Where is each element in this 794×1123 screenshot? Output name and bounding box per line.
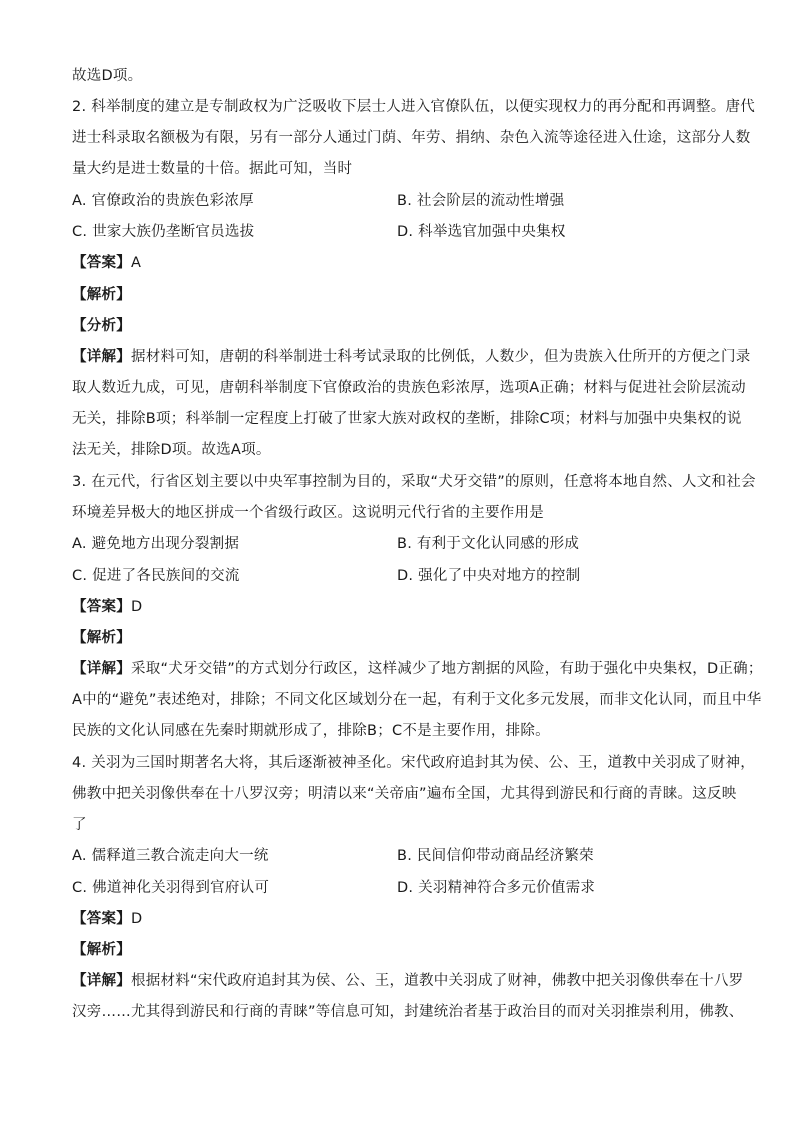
q2-detail: 法无关，排除D项。故选A项。 xyxy=(72,442,271,458)
q2-option-c: C. 世家大族仍垄断官员选拔 xyxy=(72,224,255,240)
answer-label: 【答案】 xyxy=(72,911,131,927)
q2-option-d: D. 科举选官加强中央集权 xyxy=(397,224,566,240)
question-4-stem: 了 xyxy=(72,817,87,833)
question-4-stem: 4. 关羽为三国时期著名大将，其后逐渐被神圣化。宋代政府追封其为侯、公、王，道教中关羽成了财神， xyxy=(72,755,755,771)
answer-value: A xyxy=(131,255,142,271)
q4-analysis-label: 【解析】 xyxy=(72,942,131,958)
detail-label: 【详解】 xyxy=(72,973,131,989)
detail-text: 采取“犬牙交错”的方式划分行政区，这样减少了地方割据的风险，有助于强化中央集权，D正确； xyxy=(131,661,763,677)
question-2-stem: 2. 科举制度的建立是专制政权为广泛吸收下层士人进入官僚队伍，以便实现权力的再分配和再调整。唐代 xyxy=(72,99,755,115)
detail-text: 根据材料“宋代政府追封其为侯、公、王，道教中关羽成了财神，佛教中把关羽像供奉在十八罗 xyxy=(131,973,744,989)
answer-value: D xyxy=(131,911,143,927)
q4-answer xyxy=(72,909,142,929)
q2-option-a: A. 官僚政治的贵族色彩浓厚 xyxy=(72,193,254,209)
question-3-stem: 环境差异极大的地区拼成一个省级行政区。这说明元代行省的主要作用是 xyxy=(72,505,544,521)
answer-value: D xyxy=(131,599,143,615)
q3-detail: 民族的文化认同感在先秦时期就形成了，排除B；C不是主要作用，排除。 xyxy=(72,723,550,739)
q3-analysis-label: 【解析】 xyxy=(72,630,131,646)
question-4-stem: 佛教中把关羽像供奉在十八罗汉旁；明清以来“关帝庙”遍布全国，尤其得到游民和行商的青睐。这反映 xyxy=(72,786,737,802)
q4-detail: 汉旁……尤其得到游民和行商的青睐”等信息可知，封建统治者基于政治目的而对关羽推崇利用，佛教、 xyxy=(72,1004,744,1020)
q4-option-a: A. 儒释道三教合流走向大一统 xyxy=(72,848,269,864)
q2-fenxi-label: 【分析】 xyxy=(72,318,131,334)
q3-answer xyxy=(72,597,142,617)
detail-label: 【详解】 xyxy=(72,349,131,365)
q4-option-b: B. 民间信仰带动商品经济繁荣 xyxy=(397,848,594,864)
q2-option-b: B. 社会阶层的流动性增强 xyxy=(397,193,565,209)
answer-label: 【答案】 xyxy=(72,255,131,271)
q3-option-b: B. 有利于文化认同感的形成 xyxy=(397,536,580,552)
q2-answer xyxy=(72,253,141,273)
question-2-stem: 量大约是进士数量的十倍。据此可知，当时 xyxy=(72,161,353,177)
q4-detail xyxy=(72,971,744,991)
q3-detail xyxy=(72,659,763,679)
q2-detail: 取人数近九成，可见，唐朝科举制度下官僚政治的贵族色彩浓厚，选项A正确；材料与促进社会阶层流动 xyxy=(72,380,746,396)
q4-option-c: C. 佛道神化关羽得到官府认可 xyxy=(72,880,270,896)
text-line: 故选D项。 xyxy=(72,68,143,84)
q4-option-d: D. 关羽精神符合多元价值需求 xyxy=(397,880,596,896)
q2-detail xyxy=(72,347,751,367)
q3-option-d: D. 强化了中央对地方的控制 xyxy=(397,568,581,584)
detail-label: 【详解】 xyxy=(72,661,131,677)
q3-option-a: A. 避免地方出现分裂割据 xyxy=(72,536,240,552)
detail-text: 据材料可知，唐朝的科举制进士科考试录取的比例低，人数少，但为贵族入仕所开的方便之门录 xyxy=(131,349,751,365)
q2-analysis-label: 【解析】 xyxy=(72,287,131,303)
q3-detail: A中的“避免”表述绝对，排除；不同文化区域划分在一起，有利于文化多元发展，而非文化认同，而且中华 xyxy=(72,692,762,708)
question-3-stem: 3. 在元代，行省区划主要以中央军事控制为目的，采取“犬牙交错”的原则，任意将本地自然、人文和社会 xyxy=(72,474,756,490)
answer-label: 【答案】 xyxy=(72,599,131,615)
question-2-stem: 进士科录取名额极为有限，另有一部分人通过门荫、年劳、捐纳、杂色入流等途径进入仕途，这部分人数 xyxy=(72,130,751,146)
q2-detail: 无关，排除B项；科举制一定程度上打破了世家大族对政权的垄断，排除C项；材料与加强中央集权的说 xyxy=(72,411,742,427)
q3-option-c: C. 促进了各民族间的交流 xyxy=(72,568,240,584)
